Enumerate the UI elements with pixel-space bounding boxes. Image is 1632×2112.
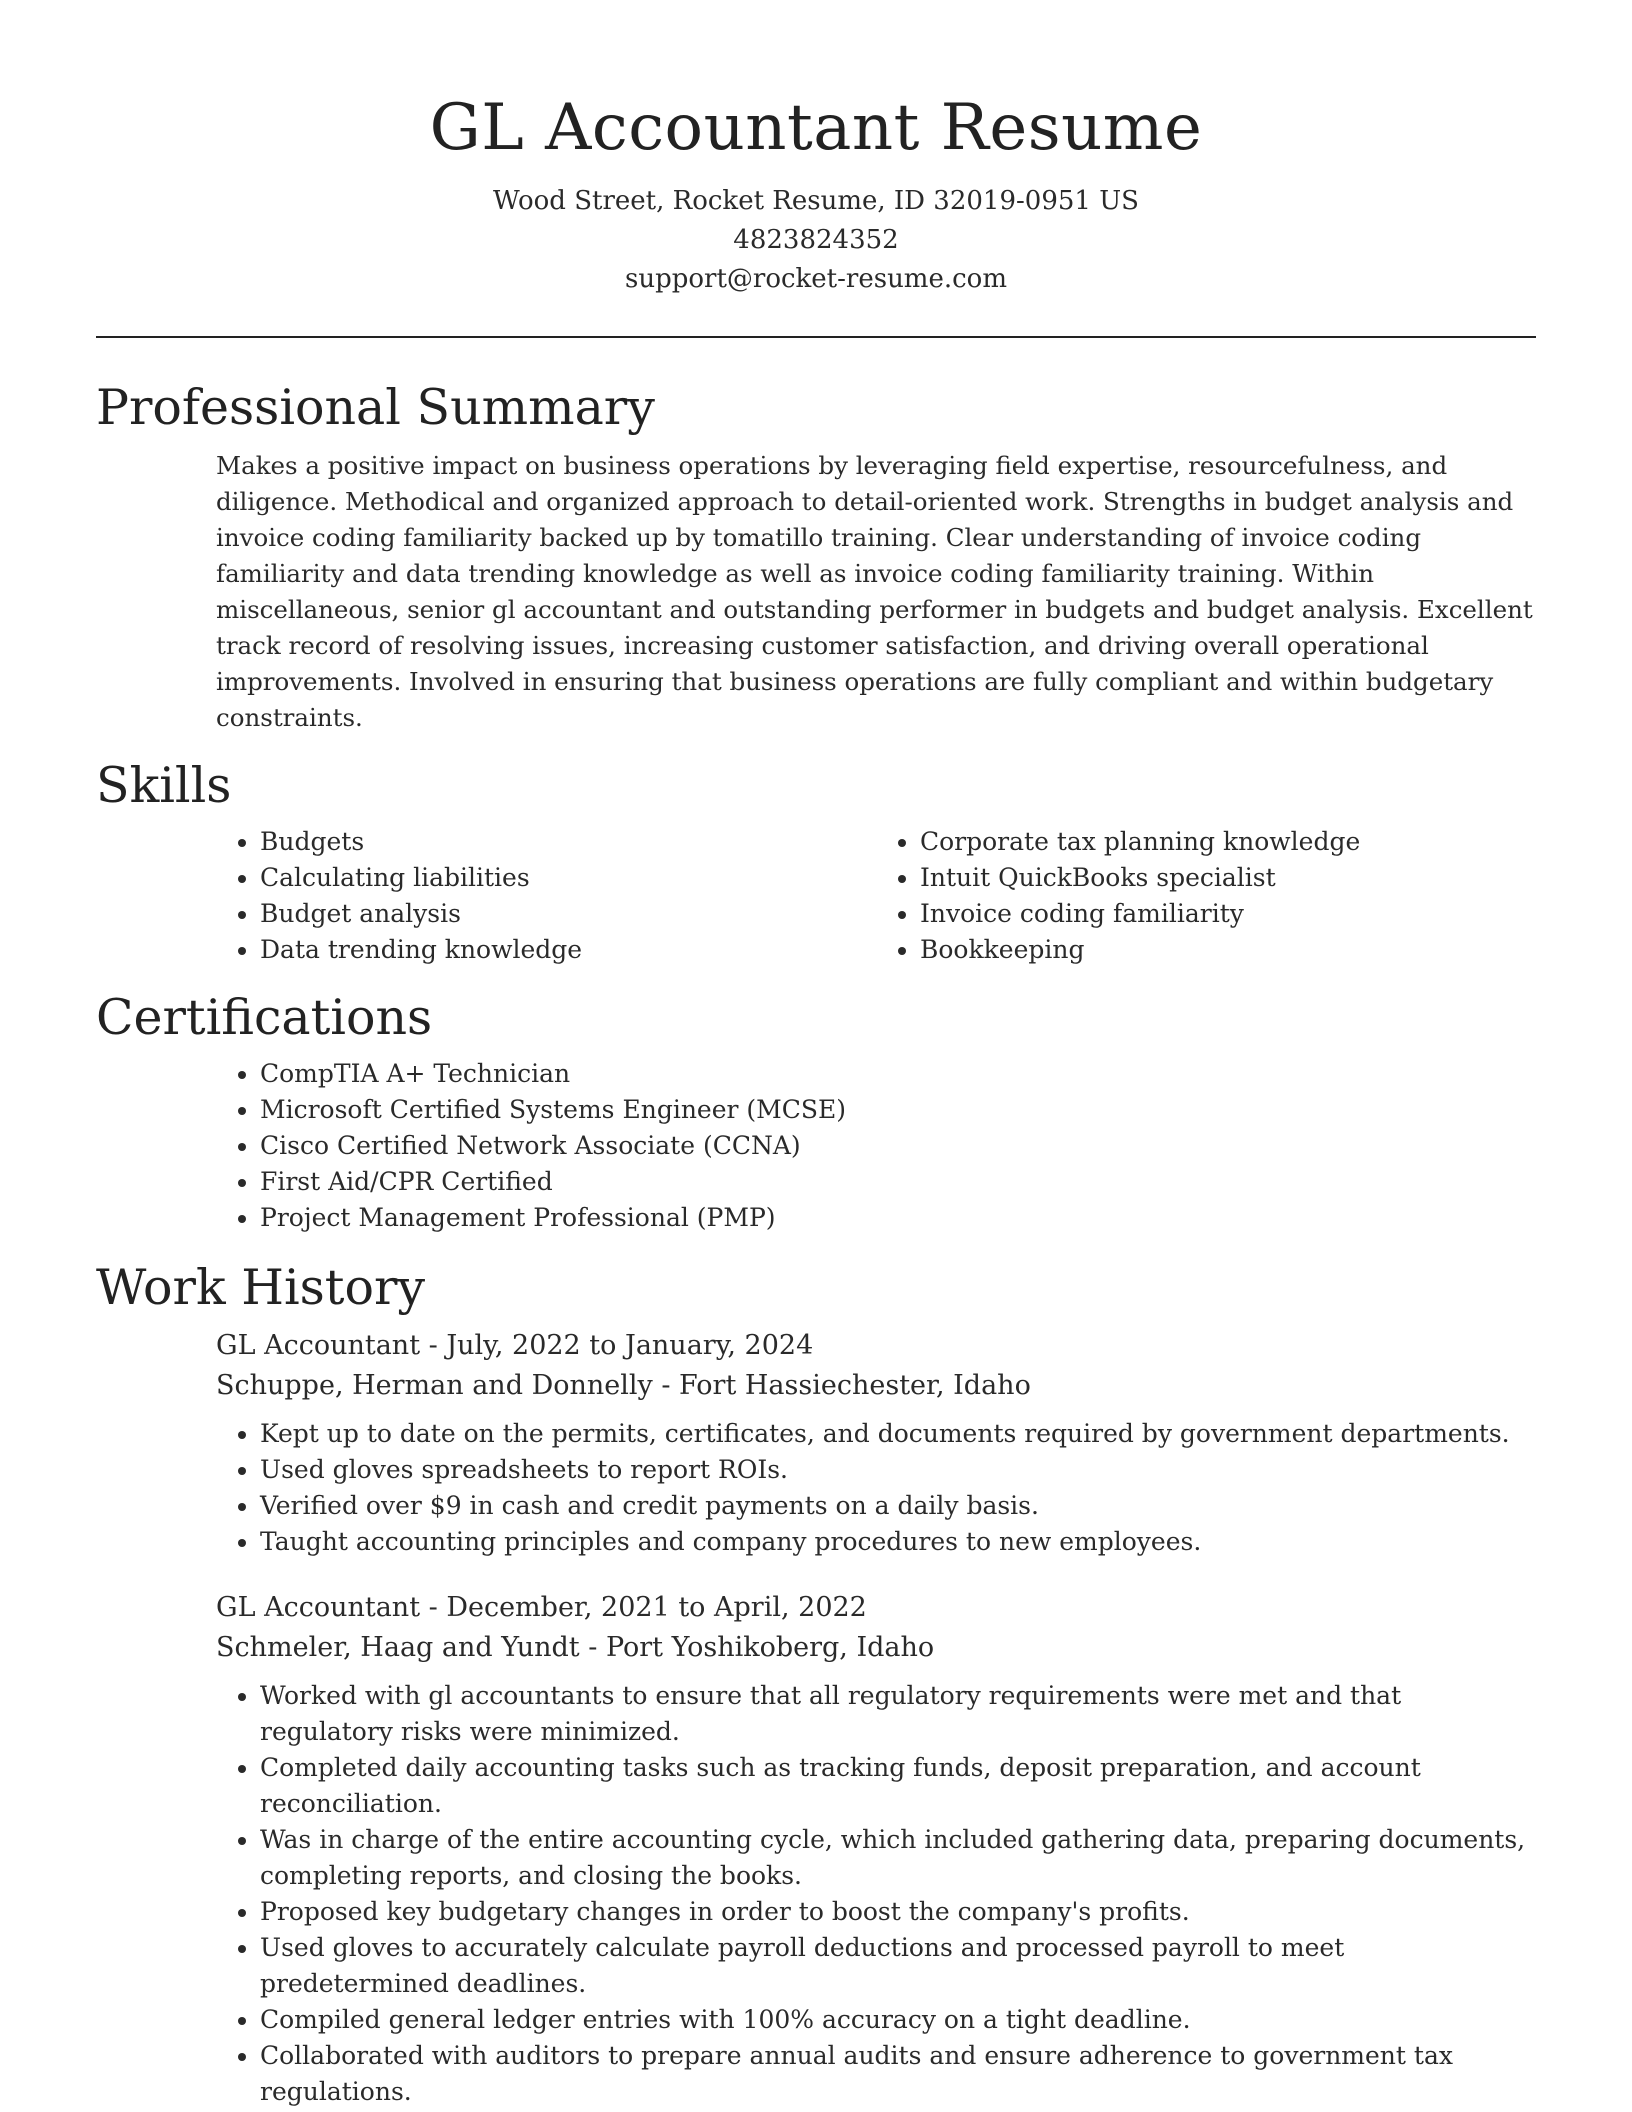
- certification-item: • Cisco Certified Network Associate (CCNA): [260, 1128, 1536, 1164]
- skill-item: • Calculating liabilities: [260, 860, 876, 896]
- resume-title: GL Accountant Resume: [429, 91, 1203, 165]
- job-bullet: • Collaborated with auditors to prepare annual audits and ensure adherence to government tax regulations.: [260, 2038, 1536, 2110]
- job-bullets: [216, 1678, 1536, 2110]
- contact-block: [96, 182, 1536, 299]
- contact-phone: 4823824352: [733, 225, 899, 255]
- job-company: Schmeler, Haag and Yundt: [216, 1632, 580, 1663]
- job-bullet: • Completed daily accounting tasks such as tracking funds, deposit preparation, and account reconciliation.: [260, 1750, 1536, 1822]
- skill-item: • Data trending knowledge: [260, 932, 876, 968]
- job-bullets: [216, 1416, 1536, 1560]
- job-title-line: [216, 1588, 1536, 1628]
- skill-item: • Budget analysis: [260, 896, 876, 932]
- job-title: GL Accountant: [216, 1330, 421, 1361]
- summary-heading: Professional Summary: [96, 379, 655, 436]
- job-location: - Port Yoshikoberg, Idaho: [579, 1632, 935, 1663]
- job-bullet: • Was in charge of the entire accounting cycle, which included gathering data, preparing documents, completing reports, and closing the books.: [260, 1822, 1536, 1894]
- job-bullet: • Used gloves spreadsheets to report ROIs.: [260, 1452, 1536, 1488]
- job-entry: [216, 1326, 1536, 1560]
- job-dates: - July, 2022 to January, 2024: [420, 1330, 814, 1361]
- skills-list-left: [216, 824, 876, 968]
- job-bullet: • Taught accounting principles and company procedures to new employees.: [260, 1524, 1536, 1560]
- job-title: GL Accountant: [216, 1592, 421, 1623]
- skills-section: [96, 756, 1536, 968]
- job-company: Schuppe, Herman and Donnelly: [216, 1370, 653, 1401]
- skill-item: • Budgets: [260, 824, 876, 860]
- job-bullet: • Kept up to date on the permits, certificates, and documents required by government departments.: [260, 1416, 1536, 1452]
- summary-text: Makes a positive impact on business operations by leveraging field expertise, resourcefulness, and diligence. Methodical and organized approach to detail-oriented work. Strengths in budget analysis and invoice coding familiarity backed up by tomatillo training. Clear understanding of invoice coding familiarity and data trending knowledge as well as invoice coding familiarity training. Within miscellaneous, senior gl accountant and outstanding performer in budgets and budget analysis. Excellent track record of resolving issues, increasing customer satisfaction, and driving overall operational improvements. Involved in ensuring that business operations are fully compliant and within budgetary constraints.: [216, 451, 1533, 732]
- job-bullet: • Proposed key budgetary changes in order to boost the company's profits.: [260, 1894, 1536, 1930]
- skill-item: • Bookkeeping: [920, 932, 1536, 968]
- job-bullet: • Verified over $9 in cash and credit payments on a daily basis.: [260, 1488, 1536, 1524]
- certification-item: • CompTIA A+ Technician: [260, 1056, 1536, 1092]
- contact-address: Wood Street, Rocket Resume, ID 32019-0951 US: [493, 186, 1139, 216]
- contact-email: support@rocket-resume.com: [624, 264, 1007, 294]
- summary-section: [96, 378, 1536, 736]
- certification-item: • First Aid/CPR Certified: [260, 1164, 1536, 1200]
- skills-heading: Skills: [96, 757, 232, 814]
- job-bullet: • Compiled general ledger entries with 100% accuracy on a tight deadline.: [260, 2002, 1536, 2038]
- skills-list-right: [876, 824, 1536, 968]
- job-company-line: [216, 1366, 1536, 1406]
- job-entry: [216, 1588, 1536, 2110]
- work-history-section: [96, 1258, 1536, 2110]
- certification-item: • Microsoft Certified Systems Engineer (MCSE): [260, 1092, 1536, 1128]
- job-company-line: [216, 1628, 1536, 1668]
- job-title-line: [216, 1326, 1536, 1366]
- job-location: - Fort Hassiechester, Idaho: [652, 1370, 1031, 1401]
- job-dates: - December, 2021 to April, 2022: [420, 1592, 867, 1623]
- certifications-section: [96, 988, 1536, 1236]
- skill-item: • Invoice coding familiarity: [920, 896, 1536, 932]
- certifications-heading: Certifications: [96, 989, 433, 1046]
- skills-columns: [216, 824, 1536, 968]
- job-bullet: • Worked with gl accountants to ensure that all regulatory requirements were met and that regulatory risks were minimized.: [260, 1678, 1536, 1750]
- header-divider: [96, 336, 1536, 338]
- job-bullet: • Used gloves to accurately calculate payroll deductions and processed payroll to meet predetermined deadlines.: [260, 1930, 1536, 2002]
- certification-item: • Project Management Professional (PMP): [260, 1200, 1536, 1236]
- skill-item: • Corporate tax planning knowledge: [920, 824, 1536, 860]
- work-history-heading: Work History: [96, 1259, 426, 1316]
- skill-item: • Intuit QuickBooks specialist: [920, 860, 1536, 896]
- certifications-list: [216, 1056, 1536, 1236]
- resume-page: [96, 0, 1536, 2110]
